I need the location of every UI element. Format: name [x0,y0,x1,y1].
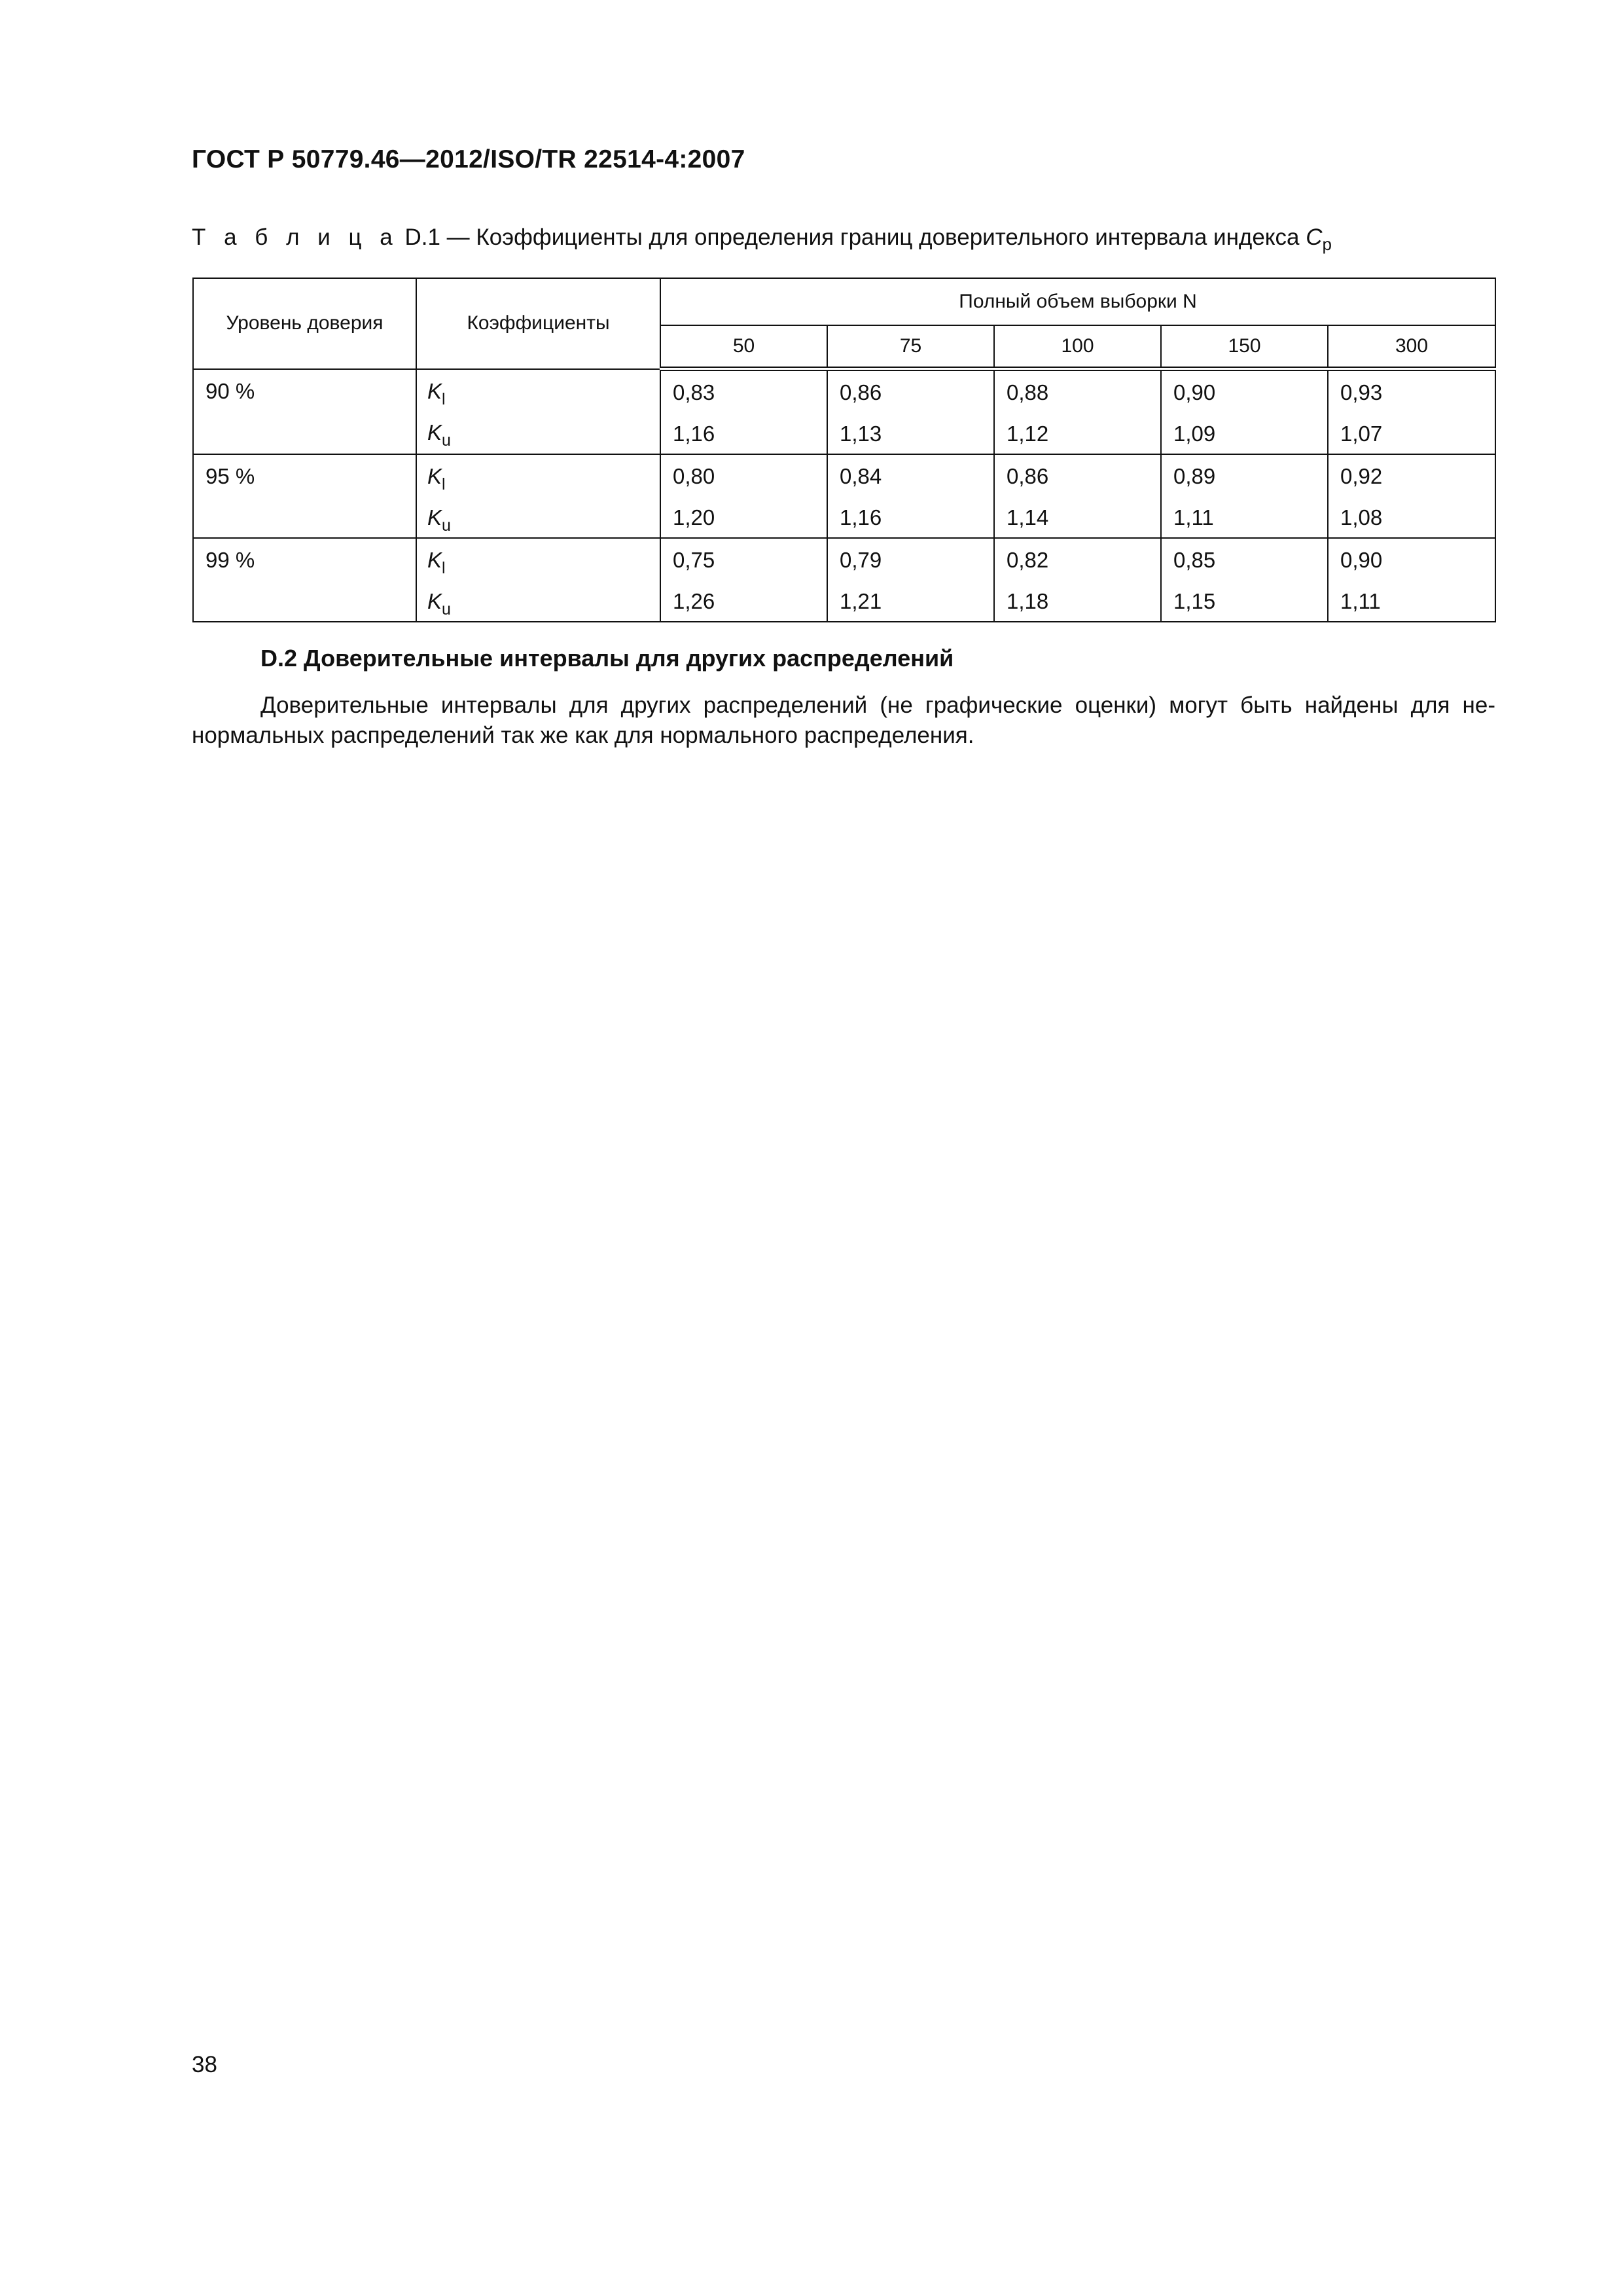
header-n-300: 300 [1328,325,1495,369]
level-label: 95 % [205,464,255,488]
value-cell: 0,79 1,21 [827,538,994,622]
table-caption-prefix: Т а б л и ц а [192,224,399,250]
coef-subscript: l [442,389,446,408]
coef-cell [416,454,660,538]
header-sample-size [660,278,1495,325]
header-confidence-level: Уровень доверия [193,278,416,369]
coef-symbol: K [427,589,442,613]
header-sample-size-label: Полный объем выборки N [959,291,1197,312]
value-cell: 0,90 1,11 [1328,538,1495,622]
coef-symbol: K [427,548,442,572]
table-row [193,454,1495,538]
value-cell: 0,86 1,13 [827,369,994,455]
value-cell: 0,89 1,11 [1161,454,1328,538]
coef-subscript: l [442,559,446,577]
value-cell: 0,80 1,20 [660,454,827,538]
table-row [193,369,1495,455]
value-cell: 0,75 1,26 [660,538,827,622]
coef-cell [416,538,660,622]
table-caption-symbol-sub: p [1322,234,1332,254]
level-cell [193,369,416,455]
coef-symbol: K [427,420,442,444]
value-cell: 0,92 1,08 [1328,454,1495,538]
value-cell: 0,82 1,18 [994,538,1161,622]
level-label: 90 % [205,378,255,403]
header-n-150: 150 [1161,325,1328,369]
body-paragraph [192,691,1495,751]
coef-subscript: l [442,475,446,493]
value-cell: 0,93 1,07 [1328,369,1495,455]
coef-subscript: u [442,516,451,535]
document-header: ГОСТ Р 50779.46—2012/ISO/TR 22514-4:2007 [192,145,745,173]
value-cell: 0,90 1,09 [1161,369,1328,455]
level-cell [193,538,416,622]
header-n-50: 50 [660,325,827,369]
coefficients-table [192,278,1496,622]
table-caption-text: D.1 — Коэффициенты для определения границ доверительного интервала индекса [404,224,1300,250]
coef-subscript: u [442,431,451,450]
coef-symbol: K [427,378,442,403]
paragraph-line: нормальных распределений так же как для нормального распределения. [192,723,974,748]
header-n-100: 100 [994,325,1161,369]
value-cell: 0,85 1,15 [1161,538,1328,622]
table-row [193,538,1495,622]
table-caption-symbol: C [1306,224,1323,250]
coef-symbol: K [427,505,442,529]
coef-cell [416,369,660,455]
header-coefficients: Коэффициенты [416,278,660,369]
value-cell: 0,84 1,16 [827,454,994,538]
value-cell: 0,83 1,16 [660,369,827,455]
coef-symbol: K [427,464,442,488]
level-label: 99 % [205,548,255,572]
value-cell: 0,86 1,14 [994,454,1161,538]
page-number: 38 [192,2052,217,2077]
level-cell [193,454,416,538]
paragraph-line: Доверительные интервалы для других распределений (не графические оценки) могут быть найдены для не- [260,692,1495,718]
coef-subscript: u [442,600,451,619]
value-cell: 0,88 1,12 [994,369,1161,455]
table-caption [192,224,1332,255]
section-title: D.2 Доверительные интервалы для других распределений [260,645,954,672]
header-n-75: 75 [827,325,994,369]
